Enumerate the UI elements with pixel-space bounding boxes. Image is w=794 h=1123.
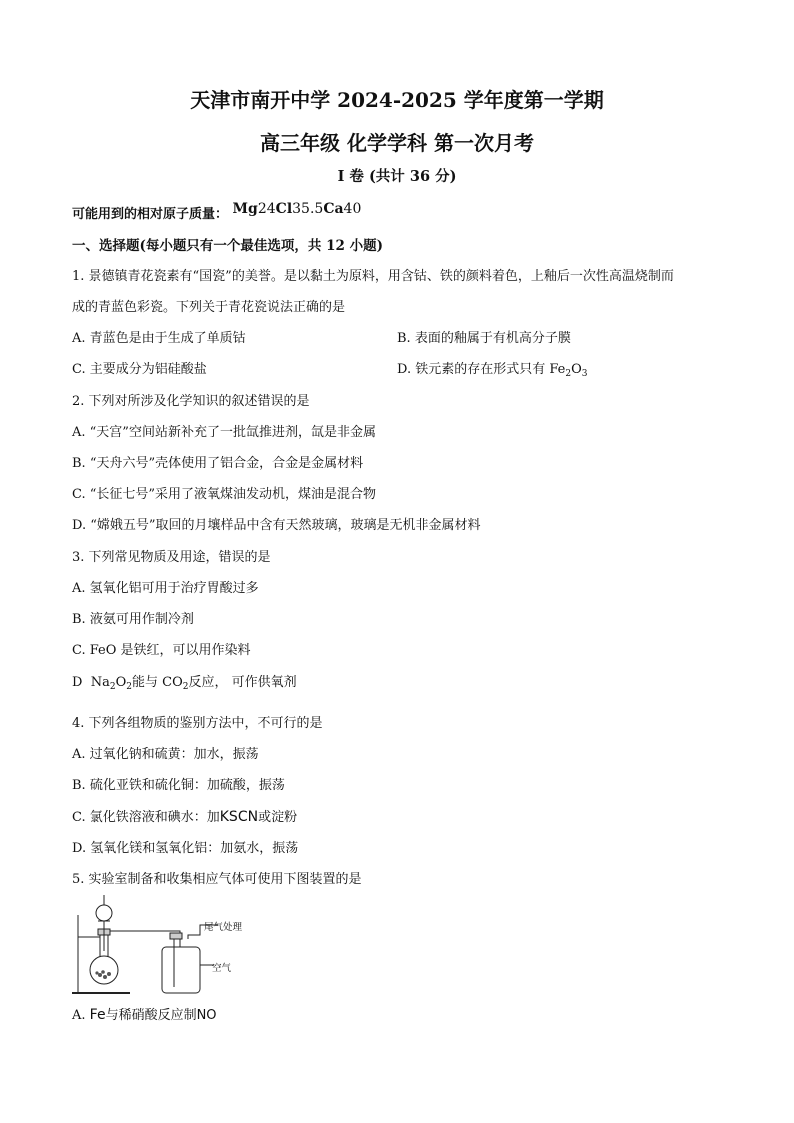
q3-option-c[interactable]: C. FeO 是铁红，可以用作染料	[72, 643, 251, 658]
q4-option-d[interactable]: D. 氢氧化镁和氢氧化铝：加氨水，振荡	[72, 841, 299, 856]
q2-option-b[interactable]: B. “天舟六号”壳体使用了铝合金，合金是金属材料	[72, 456, 364, 471]
q1-option-c[interactable]: C. 主要成分为铝硅酸盐	[72, 362, 207, 377]
q2-stem: 2. 下列对所涉及化学知识的叙述错误的是	[72, 394, 310, 409]
atomic-mass-label: 可能用到的相对原子质量：	[72, 207, 229, 222]
q4-option-a[interactable]: A. 过氧化钠和硫黄：加水，振荡	[72, 747, 259, 762]
volume-heading: I 卷 (共计 36 分)	[337, 168, 457, 185]
q5-option-a[interactable]: A. Fe与稀硝酸反应制NO	[72, 1007, 217, 1023]
q1-stem-line2: 成的青蓝色彩瓷。下列关于青花瓷说法正确的是	[72, 300, 346, 315]
q3-option-d[interactable]: D $Na_2O_2$能与 $CO_2$反应， 可作供氧剂	[72, 675, 297, 692]
q2-option-c[interactable]: C. “长征七号”采用了液氧煤油发动机，煤油是混合物	[72, 487, 377, 502]
q3-stem: 3. 下列常见物质及用途，错误的是	[72, 550, 271, 565]
q4-option-b[interactable]: B. 硫化亚铁和硫化铜：加硫酸，振荡	[72, 778, 285, 793]
section-heading: 一、选择题(每小题只有一个最佳选项，共 12 小题)	[72, 238, 383, 254]
q4-stem: 4. 下列各组物质的鉴别方法中，不可行的是	[72, 716, 323, 731]
q1-option-a[interactable]: A. 青蓝色是由于生成了单质钴	[72, 331, 246, 346]
q1-option-b[interactable]: B. 表面的釉属于有机高分子膜	[397, 331, 571, 346]
q3-option-a[interactable]: A. 氢氧化铝可用于治疗胃酸过多	[72, 581, 259, 596]
q5-stem: 5. 实验室制备和收集相应气体可使用下图装置的是	[72, 872, 362, 887]
exam-subtitle: 高三年级 化学学科 第一次月考	[260, 131, 534, 155]
gas-apparatus-diagram	[70, 895, 260, 1000]
q3-option-b[interactable]: B. 液氨可用作制冷剂	[72, 612, 194, 627]
q1-stem-line1: 1. 景德镇青花瓷素有“国瓷”的美誉。是以黏土为原料，用含钴、铁的颜料着色，上釉后一次性高温烧制而	[72, 269, 674, 284]
q4-option-c[interactable]: C. 氯化铁溶液和碘水：加KSCN或淀粉	[72, 809, 298, 825]
tail-gas-label: 尾气处理	[204, 922, 243, 933]
q2-option-d[interactable]: D. “嫦娥五号”取回的月壤样品中含有天然玻璃，玻璃是无机非金属材料	[72, 518, 481, 533]
atomic-mass-line	[72, 201, 362, 224]
air-label: 空气	[212, 963, 232, 974]
atomic-mass-values: Mg24Cl35.5Ca40	[232, 201, 362, 217]
q1-option-d[interactable]: D. 铁元素的存在形式只有 $Fe_2O_3$	[397, 362, 588, 379]
q2-option-a[interactable]: A. “天宫”空间站新补充了一批氙推进剂，氙是非金属	[72, 425, 376, 440]
exam-title: 天津市南开中学 2024-2025 学年度第一学期	[190, 88, 604, 112]
